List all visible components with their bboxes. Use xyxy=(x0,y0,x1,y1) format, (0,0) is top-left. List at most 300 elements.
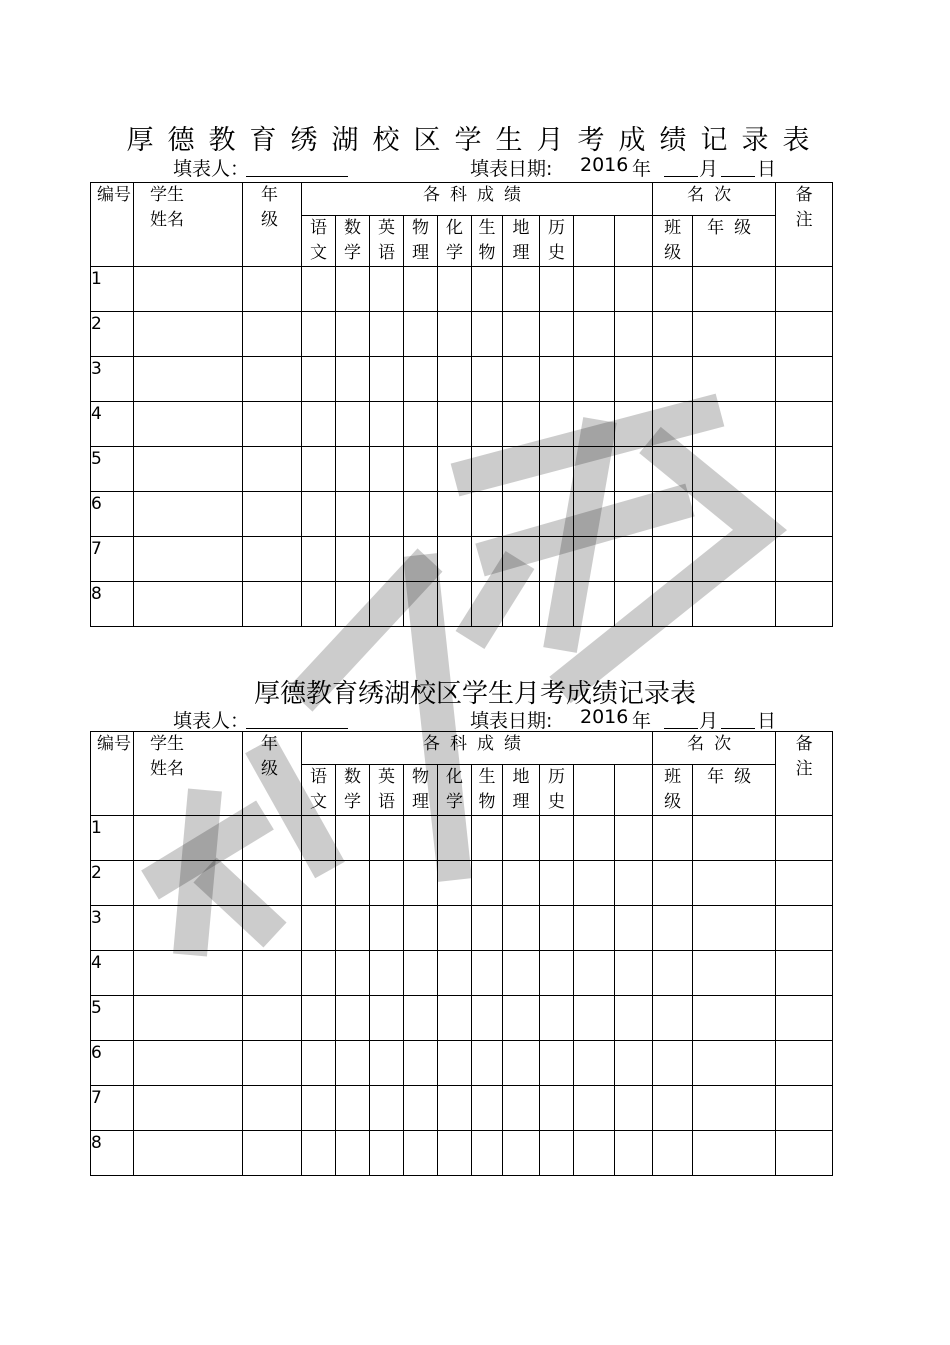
blank-cell[interactable] xyxy=(472,1131,503,1176)
blank-cell[interactable] xyxy=(438,951,472,996)
blank-cell[interactable] xyxy=(404,861,438,906)
blank-cell[interactable] xyxy=(370,861,404,906)
blank-cell[interactable] xyxy=(503,1086,540,1131)
blank-cell[interactable] xyxy=(776,582,833,627)
blank-cell[interactable] xyxy=(243,537,302,582)
header-rank-grade: 年级 xyxy=(693,765,776,816)
row-number: 1 xyxy=(91,816,134,861)
blank-cell[interactable] xyxy=(370,906,404,951)
subject-label: 化学 xyxy=(446,767,463,812)
blank-cell[interactable] xyxy=(302,951,336,996)
blank-cell[interactable] xyxy=(776,447,833,492)
blank-cell[interactable] xyxy=(438,312,472,357)
blank-cell[interactable] xyxy=(438,582,472,627)
blank-cell[interactable] xyxy=(503,492,540,537)
blank-cell[interactable] xyxy=(370,447,404,492)
header-grade-text: 年级 xyxy=(261,185,278,230)
blank-cell[interactable] xyxy=(404,447,438,492)
blank-cell[interactable] xyxy=(243,951,302,996)
blank-cell[interactable] xyxy=(540,447,574,492)
blank-cell[interactable] xyxy=(540,906,574,951)
blank-cell[interactable] xyxy=(134,1131,243,1176)
blank-cell[interactable] xyxy=(776,951,833,996)
blank-cell[interactable] xyxy=(574,1041,615,1086)
blank-cell[interactable] xyxy=(438,492,472,537)
blank-cell[interactable] xyxy=(653,951,693,996)
blank-cell[interactable] xyxy=(503,861,540,906)
blank-cell[interactable] xyxy=(776,861,833,906)
blank-cell[interactable] xyxy=(503,996,540,1041)
blank-cell[interactable] xyxy=(404,267,438,312)
blank-cell[interactable] xyxy=(693,492,776,537)
blank-cell[interactable] xyxy=(653,1041,693,1086)
blank-cell[interactable] xyxy=(472,537,503,582)
blank-cell[interactable] xyxy=(503,447,540,492)
blank-cell[interactable] xyxy=(438,447,472,492)
day-unit: 日 xyxy=(757,158,777,180)
row-number: 2 xyxy=(91,861,134,906)
blank-cell[interactable] xyxy=(370,582,404,627)
blank-cell[interactable] xyxy=(776,1086,833,1131)
header-subject xyxy=(503,765,540,816)
table-row xyxy=(91,951,833,996)
blank-cell[interactable] xyxy=(540,1041,574,1086)
blank-cell[interactable] xyxy=(615,996,653,1041)
header-subject xyxy=(336,216,370,267)
blank-cell[interactable] xyxy=(615,582,653,627)
blank-cell[interactable] xyxy=(336,1041,370,1086)
blank-cell[interactable] xyxy=(693,267,776,312)
blank-cell[interactable] xyxy=(503,816,540,861)
row-number: 7 xyxy=(91,1086,134,1131)
blank-cell[interactable] xyxy=(615,906,653,951)
blank-cell[interactable] xyxy=(615,1086,653,1131)
blank-cell[interactable] xyxy=(615,816,653,861)
blank-cell[interactable] xyxy=(472,312,503,357)
header-subject xyxy=(540,765,574,816)
blank-cell[interactable] xyxy=(693,447,776,492)
blank-cell[interactable] xyxy=(370,1041,404,1086)
blank-cell[interactable] xyxy=(540,861,574,906)
blank-cell[interactable] xyxy=(653,582,693,627)
row-number: 4 xyxy=(91,402,134,447)
blank-cell[interactable] xyxy=(540,267,574,312)
subject-label: 英语 xyxy=(378,218,395,263)
blank-cell[interactable] xyxy=(336,447,370,492)
blank-cell[interactable] xyxy=(336,951,370,996)
blank-cell[interactable] xyxy=(134,312,243,357)
header-rank-grade: 年级 xyxy=(693,216,776,267)
header-subject xyxy=(336,765,370,816)
blank-cell[interactable] xyxy=(134,357,243,402)
blank-cell[interactable] xyxy=(693,582,776,627)
day-blank[interactable] xyxy=(721,728,755,729)
blank-cell[interactable] xyxy=(615,537,653,582)
blank-cell[interactable] xyxy=(653,537,693,582)
filler-blank[interactable] xyxy=(246,728,348,729)
blank-cell[interactable] xyxy=(243,816,302,861)
blank-cell[interactable] xyxy=(693,951,776,996)
blank-cell[interactable] xyxy=(243,402,302,447)
blank-cell[interactable] xyxy=(404,582,438,627)
blank-cell[interactable] xyxy=(653,447,693,492)
blank-cell[interactable] xyxy=(503,906,540,951)
blank-cell[interactable] xyxy=(540,1086,574,1131)
blank-cell[interactable] xyxy=(503,312,540,357)
blank-cell[interactable] xyxy=(693,537,776,582)
blank-cell[interactable] xyxy=(540,816,574,861)
blank-cell[interactable] xyxy=(302,1131,336,1176)
blank-cell[interactable] xyxy=(615,492,653,537)
blank-cell[interactable] xyxy=(243,861,302,906)
blank-cell[interactable] xyxy=(438,861,472,906)
blank-cell[interactable] xyxy=(693,996,776,1041)
blank-cell[interactable] xyxy=(370,951,404,996)
blank-cell[interactable] xyxy=(404,537,438,582)
blank-cell[interactable] xyxy=(503,951,540,996)
blank-cell[interactable] xyxy=(540,312,574,357)
table-row xyxy=(91,267,833,312)
table-row xyxy=(91,492,833,537)
table-row xyxy=(91,402,833,447)
header-subject-blank[interactable] xyxy=(615,216,653,267)
blank-cell[interactable] xyxy=(574,906,615,951)
filler-blank[interactable] xyxy=(246,176,348,177)
blank-cell[interactable] xyxy=(653,312,693,357)
blank-cell[interactable] xyxy=(472,402,503,447)
blank-cell[interactable] xyxy=(370,267,404,312)
blank-cell[interactable] xyxy=(336,1086,370,1131)
blank-cell[interactable] xyxy=(574,537,615,582)
blank-cell[interactable] xyxy=(574,951,615,996)
blank-cell[interactable] xyxy=(472,906,503,951)
rank-class-label: 班级 xyxy=(664,767,682,812)
blank-cell[interactable] xyxy=(134,447,243,492)
blank-cell[interactable] xyxy=(370,996,404,1041)
blank-cell[interactable] xyxy=(134,537,243,582)
blank-cell[interactable] xyxy=(243,996,302,1041)
year-value: 2016 xyxy=(580,706,629,728)
header-note xyxy=(776,183,833,267)
blank-cell[interactable] xyxy=(302,357,336,402)
header-subject-blank[interactable] xyxy=(615,765,653,816)
blank-cell[interactable] xyxy=(615,861,653,906)
blank-cell[interactable] xyxy=(693,906,776,951)
header-name xyxy=(134,183,243,267)
blank-cell[interactable] xyxy=(243,447,302,492)
blank-cell[interactable] xyxy=(653,357,693,402)
blank-cell[interactable] xyxy=(615,357,653,402)
blank-cell[interactable] xyxy=(370,1086,404,1131)
blank-cell[interactable] xyxy=(302,267,336,312)
blank-cell[interactable] xyxy=(302,492,336,537)
blank-cell[interactable] xyxy=(438,1041,472,1086)
blank-cell[interactable] xyxy=(653,267,693,312)
row-number: 2 xyxy=(91,312,134,357)
row-number: 5 xyxy=(91,996,134,1041)
row-number: 8 xyxy=(91,582,134,627)
subject-label: 生物 xyxy=(478,767,496,812)
blank-cell[interactable] xyxy=(370,357,404,402)
blank-cell[interactable] xyxy=(404,816,438,861)
blank-cell[interactable] xyxy=(134,492,243,537)
blank-cell[interactable] xyxy=(243,357,302,402)
blank-cell[interactable] xyxy=(693,402,776,447)
blank-cell[interactable] xyxy=(615,312,653,357)
blank-cell[interactable] xyxy=(370,312,404,357)
blank-cell[interactable] xyxy=(653,1131,693,1176)
blank-cell[interactable] xyxy=(404,906,438,951)
blank-cell[interactable] xyxy=(302,1086,336,1131)
blank-cell[interactable] xyxy=(404,1041,438,1086)
blank-cell[interactable] xyxy=(404,1131,438,1176)
blank-cell[interactable] xyxy=(302,402,336,447)
blank-cell[interactable] xyxy=(134,402,243,447)
blank-cell[interactable] xyxy=(336,267,370,312)
blank-cell[interactable] xyxy=(615,1041,653,1086)
header-subject xyxy=(370,216,404,267)
blank-cell[interactable] xyxy=(472,267,503,312)
row-number: 6 xyxy=(91,492,134,537)
blank-cell[interactable] xyxy=(134,951,243,996)
blank-cell[interactable] xyxy=(693,816,776,861)
header-id: 编号 xyxy=(91,183,134,267)
blank-cell[interactable] xyxy=(404,1086,438,1131)
blank-cell[interactable] xyxy=(134,1041,243,1086)
blank-cell[interactable] xyxy=(472,447,503,492)
blank-cell[interactable] xyxy=(438,357,472,402)
blank-cell[interactable] xyxy=(503,1041,540,1086)
blank-cell[interactable] xyxy=(574,996,615,1041)
blank-cell[interactable] xyxy=(693,1086,776,1131)
blank-cell[interactable] xyxy=(336,357,370,402)
blank-cell[interactable] xyxy=(243,267,302,312)
blank-cell[interactable] xyxy=(574,267,615,312)
blank-cell[interactable] xyxy=(370,816,404,861)
blank-cell[interactable] xyxy=(472,1086,503,1131)
blank-cell[interactable] xyxy=(503,582,540,627)
blank-cell[interactable] xyxy=(404,951,438,996)
subject-label: 物理 xyxy=(412,767,429,812)
blank-cell[interactable] xyxy=(134,861,243,906)
blank-cell[interactable] xyxy=(438,996,472,1041)
blank-cell[interactable] xyxy=(540,492,574,537)
blank-cell[interactable] xyxy=(574,816,615,861)
blank-cell[interactable] xyxy=(574,1131,615,1176)
blank-cell[interactable] xyxy=(438,537,472,582)
blank-cell[interactable] xyxy=(776,996,833,1041)
blank-cell[interactable] xyxy=(472,492,503,537)
blank-cell[interactable] xyxy=(574,402,615,447)
subject-label: 地理 xyxy=(512,767,530,812)
blank-cell[interactable] xyxy=(503,1131,540,1176)
blank-cell[interactable] xyxy=(693,861,776,906)
blank-cell[interactable] xyxy=(472,357,503,402)
blank-cell[interactable] xyxy=(615,267,653,312)
blank-cell[interactable] xyxy=(503,267,540,312)
blank-cell[interactable] xyxy=(574,447,615,492)
blank-cell[interactable] xyxy=(540,537,574,582)
blank-cell[interactable] xyxy=(302,996,336,1041)
blank-cell[interactable] xyxy=(243,906,302,951)
header-rank-class xyxy=(653,765,693,816)
blank-cell[interactable] xyxy=(438,1086,472,1131)
blank-cell[interactable] xyxy=(438,267,472,312)
date-label: 填表日期: xyxy=(470,158,553,180)
blank-cell[interactable] xyxy=(503,402,540,447)
blank-cell[interactable] xyxy=(134,996,243,1041)
blank-cell[interactable] xyxy=(336,492,370,537)
blank-cell[interactable] xyxy=(134,906,243,951)
blank-cell[interactable] xyxy=(574,861,615,906)
month-blank[interactable] xyxy=(664,728,698,729)
blank-cell[interactable] xyxy=(438,906,472,951)
blank-cell[interactable] xyxy=(134,582,243,627)
blank-cell[interactable] xyxy=(540,1131,574,1176)
table-row xyxy=(91,357,833,402)
blank-cell[interactable] xyxy=(653,816,693,861)
blank-cell[interactable] xyxy=(776,267,833,312)
blank-cell[interactable] xyxy=(302,312,336,357)
blank-cell[interactable] xyxy=(302,582,336,627)
blank-cell[interactable] xyxy=(243,582,302,627)
blank-cell[interactable] xyxy=(653,996,693,1041)
blank-cell[interactable] xyxy=(540,996,574,1041)
blank-cell[interactable] xyxy=(472,1041,503,1086)
blank-cell[interactable] xyxy=(540,582,574,627)
blank-cell[interactable] xyxy=(472,816,503,861)
blank-cell[interactable] xyxy=(653,906,693,951)
blank-cell[interactable] xyxy=(404,402,438,447)
blank-cell[interactable] xyxy=(653,402,693,447)
blank-cell[interactable] xyxy=(574,357,615,402)
blank-cell[interactable] xyxy=(438,816,472,861)
subject-label: 物理 xyxy=(412,218,429,263)
header-subject xyxy=(370,765,404,816)
blank-cell[interactable] xyxy=(370,1131,404,1176)
blank-cell[interactable] xyxy=(243,492,302,537)
blank-cell[interactable] xyxy=(302,906,336,951)
blank-cell[interactable] xyxy=(776,357,833,402)
blank-cell[interactable] xyxy=(776,537,833,582)
blank-cell[interactable] xyxy=(776,816,833,861)
day-blank[interactable] xyxy=(721,176,755,177)
blank-cell[interactable] xyxy=(503,537,540,582)
table-body-2 xyxy=(91,816,833,1176)
subject-label: 数学 xyxy=(344,218,361,263)
blank-cell[interactable] xyxy=(336,906,370,951)
blank-cell[interactable] xyxy=(302,1041,336,1086)
blank-cell[interactable] xyxy=(540,951,574,996)
blank-cell[interactable] xyxy=(243,1086,302,1131)
subject-label: 英语 xyxy=(378,767,395,812)
blank-cell[interactable] xyxy=(776,492,833,537)
header-subject xyxy=(302,216,336,267)
blank-cell[interactable] xyxy=(243,1041,302,1086)
row-number: 3 xyxy=(91,357,134,402)
blank-cell[interactable] xyxy=(653,492,693,537)
blank-cell[interactable] xyxy=(540,402,574,447)
blank-cell[interactable] xyxy=(574,582,615,627)
blank-cell[interactable] xyxy=(776,1041,833,1086)
blank-cell[interactable] xyxy=(438,402,472,447)
blank-cell[interactable] xyxy=(503,357,540,402)
table-row xyxy=(91,906,833,951)
blank-cell[interactable] xyxy=(615,951,653,996)
blank-cell[interactable] xyxy=(370,402,404,447)
blank-cell[interactable] xyxy=(404,492,438,537)
blank-cell[interactable] xyxy=(404,996,438,1041)
blank-cell[interactable] xyxy=(302,447,336,492)
header-name-text: 学生姓名 xyxy=(150,185,184,230)
blank-cell[interactable] xyxy=(472,951,503,996)
blank-cell[interactable] xyxy=(336,312,370,357)
blank-cell[interactable] xyxy=(370,492,404,537)
blank-cell[interactable] xyxy=(438,1131,472,1176)
blank-cell[interactable] xyxy=(404,312,438,357)
blank-cell[interactable] xyxy=(370,537,404,582)
blank-cell[interactable] xyxy=(336,402,370,447)
blank-cell[interactable] xyxy=(472,582,503,627)
blank-cell[interactable] xyxy=(615,402,653,447)
form-title: 厚德教育绣湖校区学生月考成绩记录表 xyxy=(253,679,696,709)
blank-cell[interactable] xyxy=(404,357,438,402)
blank-cell[interactable] xyxy=(336,1131,370,1176)
blank-cell[interactable] xyxy=(134,267,243,312)
header-subject xyxy=(540,216,574,267)
form-title: 厚德教育绣湖校区学生月考成绩记录表 xyxy=(126,125,824,156)
blank-cell[interactable] xyxy=(302,537,336,582)
blank-cell[interactable] xyxy=(776,402,833,447)
blank-cell[interactable] xyxy=(134,816,243,861)
blank-cell[interactable] xyxy=(336,861,370,906)
header-note xyxy=(776,732,833,816)
header-rank-group: 名次 xyxy=(653,183,776,216)
blank-cell[interactable] xyxy=(693,1131,776,1176)
blank-cell[interactable] xyxy=(693,1041,776,1086)
header-subject-blank[interactable] xyxy=(574,765,615,816)
table-row xyxy=(91,582,833,627)
blank-cell[interactable] xyxy=(472,861,503,906)
blank-cell[interactable] xyxy=(693,357,776,402)
blank-cell[interactable] xyxy=(472,996,503,1041)
blank-cell[interactable] xyxy=(302,816,336,861)
blank-cell[interactable] xyxy=(653,1086,693,1131)
blank-cell[interactable] xyxy=(693,312,776,357)
blank-cell[interactable] xyxy=(134,1086,243,1131)
blank-cell[interactable] xyxy=(336,582,370,627)
blank-cell[interactable] xyxy=(243,1131,302,1176)
blank-cell[interactable] xyxy=(574,312,615,357)
month-blank[interactable] xyxy=(664,176,698,177)
blank-cell[interactable] xyxy=(776,906,833,951)
blank-cell[interactable] xyxy=(336,816,370,861)
blank-cell[interactable] xyxy=(336,537,370,582)
blank-cell[interactable] xyxy=(615,447,653,492)
blank-cell[interactable] xyxy=(776,1131,833,1176)
blank-cell[interactable] xyxy=(776,312,833,357)
blank-cell[interactable] xyxy=(243,312,302,357)
blank-cell[interactable] xyxy=(574,1086,615,1131)
blank-cell[interactable] xyxy=(574,492,615,537)
table-row xyxy=(91,996,833,1041)
blank-cell[interactable] xyxy=(653,861,693,906)
blank-cell[interactable] xyxy=(540,357,574,402)
blank-cell[interactable] xyxy=(615,1131,653,1176)
blank-cell[interactable] xyxy=(336,996,370,1041)
header-subject-blank[interactable] xyxy=(574,216,615,267)
blank-cell[interactable] xyxy=(302,861,336,906)
